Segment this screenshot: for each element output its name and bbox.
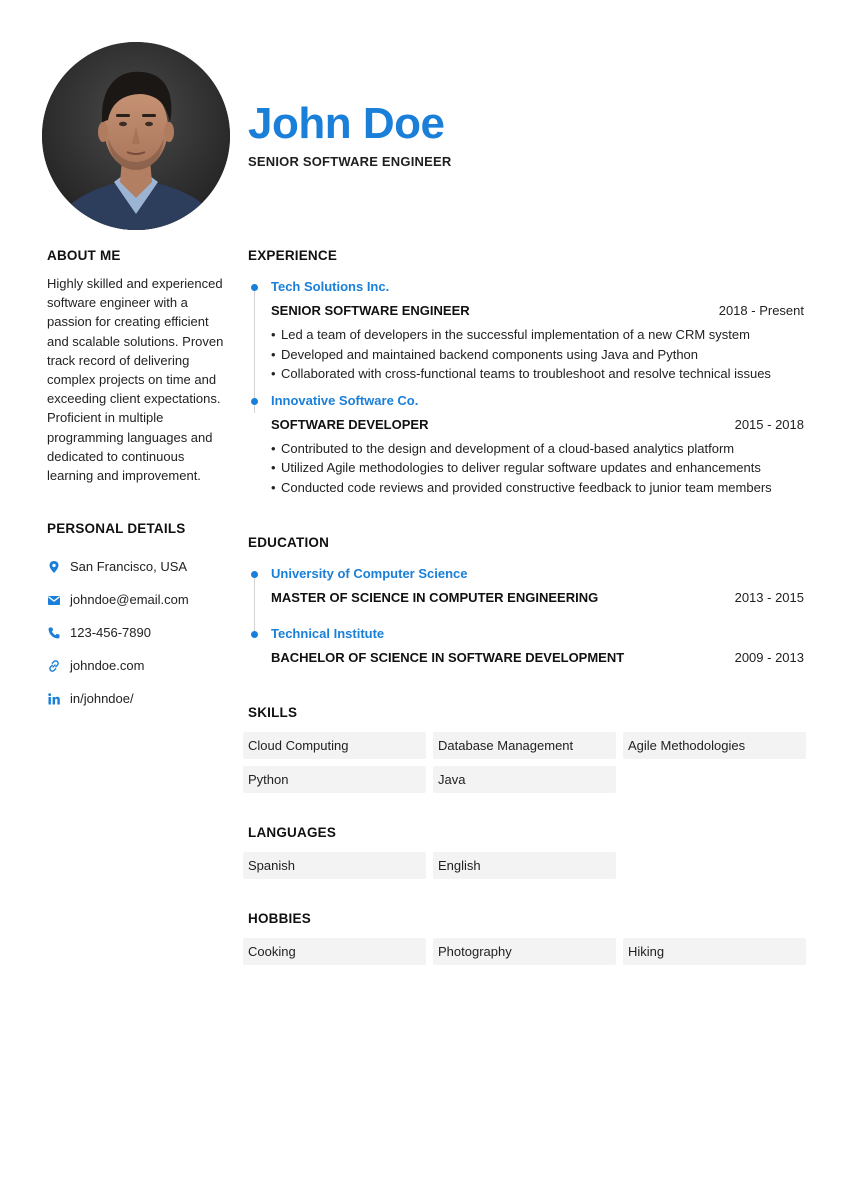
about-title: ABOUT ME: [47, 248, 121, 263]
skill-chip: Database Management: [433, 732, 616, 759]
experience-item: [248, 391, 804, 498]
skills-title: SKILLS: [248, 705, 298, 720]
bullet-item: • Contributed to the design and development of a cloud-based analytics platform: [271, 439, 804, 459]
degree-period: 2009 - 2013: [734, 650, 804, 665]
language-chip: English: [433, 852, 616, 879]
skill-chip: Python: [243, 766, 426, 793]
about-text: Highly skilled and experienced software engineer with a passion for creating efficient and scalable solutions. Proven track record of delivering complex projects on time and exceeding client expectations. Proficient in multiple programming languages and dedicated to continuous learning and improvement.: [47, 276, 224, 484]
education-item: [248, 624, 804, 665]
timeline-dot: [251, 631, 258, 638]
degree-row: [271, 590, 804, 605]
bullet-item: • Conducted code reviews and provided constructive feedback to junior team members: [271, 478, 804, 498]
languages-grid: [243, 852, 804, 879]
role-period: 2018 - Present: [718, 303, 804, 318]
left-column: [47, 248, 232, 715]
email-text[interactable]: johndoe@email.com: [70, 592, 189, 608]
role-row: [271, 417, 804, 432]
personal-details-title: PERSONAL DETAILS: [47, 521, 186, 537]
phone-icon: [47, 626, 61, 640]
company-name: Innovative Software Co.: [271, 392, 419, 408]
degree-row: [271, 650, 804, 665]
languages-title: LANGUAGES: [248, 825, 337, 840]
bullet-item: • Developed and maintained backend components using Java and Python: [271, 345, 804, 365]
website-text[interactable]: johndoe.com: [70, 658, 145, 674]
timeline-dot: [251, 284, 258, 291]
email-icon: [47, 593, 61, 607]
degree-period: 2013 - 2015: [734, 590, 804, 605]
timeline-dot: [251, 571, 258, 578]
bullet-item: • Utilized Agile methodologies to deliver regular software updates and enhancements: [271, 458, 804, 478]
bullet-item: • Collaborated with cross-functional teams to troubleshoot and resolve technical issues: [271, 364, 804, 384]
email-item[interactable]: [47, 583, 232, 616]
skills-grid: [243, 732, 804, 793]
degree-title: BACHELOR OF SCIENCE IN SOFTWARE DEVELOPMENT: [271, 650, 625, 665]
education-timeline: [248, 564, 804, 665]
phone-item[interactable]: [47, 616, 232, 649]
education-title: EDUCATION: [248, 535, 330, 550]
linkedin-text[interactable]: in/johndoe/: [70, 691, 134, 707]
role-bullets: [271, 439, 804, 498]
role-row: [271, 303, 804, 318]
degree-title: MASTER OF SCIENCE IN COMPUTER ENGINEERING: [271, 590, 599, 605]
phone-text[interactable]: 123-456-7890: [70, 625, 151, 641]
role-title: SOFTWARE DEVELOPER: [271, 416, 429, 432]
role-period: 2015 - 2018: [734, 416, 804, 432]
location-pin-icon: [47, 560, 61, 574]
skill-chip: Cloud Computing: [243, 732, 426, 759]
candidate-title: SENIOR SOFTWARE ENGINEER: [248, 154, 452, 169]
location-text: San Francisco, USA: [70, 559, 188, 575]
candidate-name: John Doe: [248, 99, 445, 148]
school-name: Technical Institute: [271, 626, 385, 641]
location-item: [47, 550, 232, 583]
role-bullets: [271, 325, 804, 384]
hobbies-grid: [243, 938, 804, 965]
bullet-item: • Led a team of developers in the successful implementation of a new CRM system: [271, 325, 804, 345]
skill-chip: Java: [433, 766, 616, 793]
language-chip: Spanish: [243, 852, 426, 879]
linkedin-item[interactable]: [47, 682, 232, 715]
personal-details-list: [47, 550, 232, 715]
profile-photo: [42, 42, 230, 230]
linkedin-icon: [47, 692, 61, 706]
skill-chip: Agile Methodologies: [623, 732, 806, 759]
experience-item: [248, 277, 804, 384]
hobbies-title: HOBBIES: [248, 911, 311, 926]
website-item[interactable]: [47, 649, 232, 682]
hobby-chip: Cooking: [243, 938, 426, 965]
link-icon: [47, 659, 61, 673]
hobby-chip: Hiking: [623, 938, 806, 965]
company-name: Tech Solutions Inc.: [271, 279, 390, 294]
hobby-chip: Photography: [433, 938, 616, 965]
role-title: SENIOR SOFTWARE ENGINEER: [271, 303, 470, 318]
education-item: [248, 564, 804, 605]
school-name: University of Computer Science: [271, 566, 468, 581]
right-column: [248, 248, 804, 965]
timeline-dot: [251, 398, 258, 405]
experience-title: EXPERIENCE: [248, 248, 338, 263]
experience-timeline: [248, 277, 804, 497]
